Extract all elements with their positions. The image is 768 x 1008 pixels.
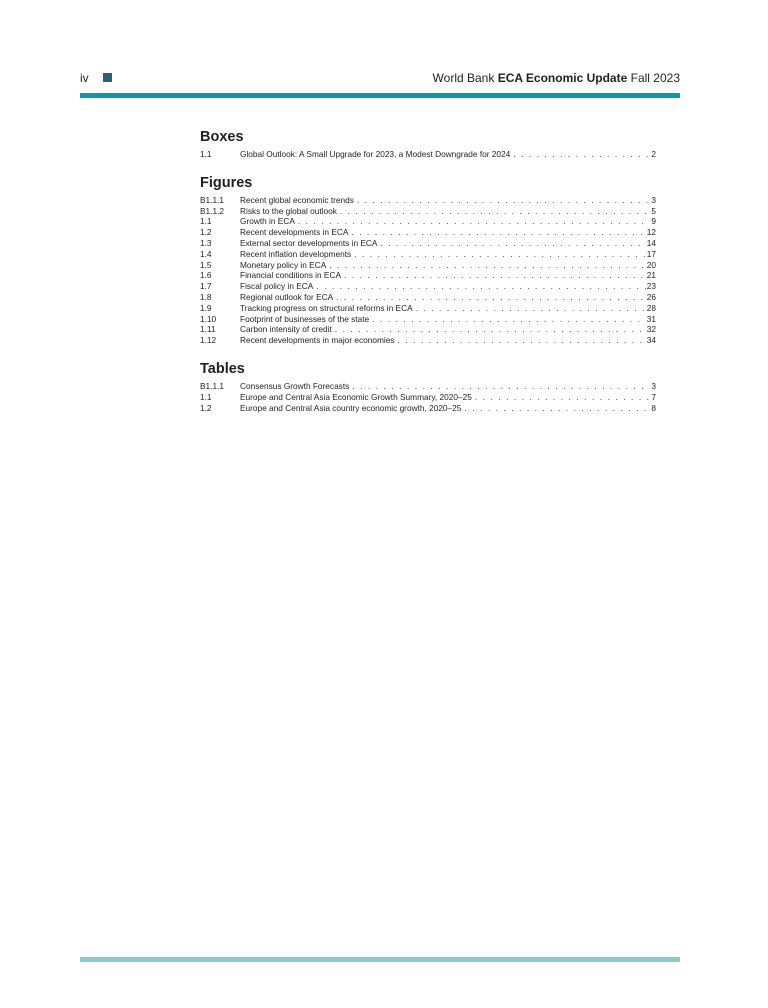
entry-page: 3 — [651, 194, 656, 205]
toc-entry[interactable] — [200, 303, 656, 314]
entry-label: Financial conditions in ECA — [240, 270, 341, 281]
toc-entry[interactable] — [200, 238, 656, 249]
entry-number: B1.1.2 — [200, 205, 224, 216]
entry-page: 14 — [646, 237, 656, 248]
page-number: iv — [80, 71, 89, 85]
entry-page: 3 — [651, 380, 656, 391]
publication-title: ECA Economic Update — [497, 71, 628, 85]
entry-label: Regional outlook for ECA — [240, 291, 334, 302]
entry-label: Europe and Central Asia country economic growth, 2020–25 — [240, 402, 462, 413]
toc-entry[interactable] — [200, 249, 656, 260]
entry-number: 1.2 — [200, 227, 212, 238]
dot-leader — [329, 260, 646, 271]
toc-entry[interactable] — [200, 149, 656, 160]
entry-page: 34 — [646, 335, 656, 346]
section-boxes — [200, 128, 656, 160]
entry-label: Recent developments in major economies — [240, 335, 395, 346]
entry-number: 1.1 — [200, 391, 212, 402]
toc-entry[interactable] — [200, 392, 656, 403]
entry-page: 23 — [646, 281, 656, 292]
entry-page: 17 — [646, 248, 656, 259]
toc-entry[interactable] — [200, 270, 656, 281]
dot-leader — [336, 292, 646, 303]
toc-entry[interactable] — [200, 381, 656, 392]
entry-label: Recent global economic trends — [240, 194, 354, 205]
toc-entry[interactable] — [200, 403, 656, 414]
entry-page: 26 — [646, 291, 656, 302]
dot-leader — [354, 249, 646, 260]
section-title: Boxes — [200, 129, 244, 145]
entry-number: 1.8 — [200, 291, 212, 302]
entry-label: Tracking progress on structural reforms in ECA — [240, 302, 413, 313]
entry-number: 1.2 — [200, 402, 212, 413]
dot-leader — [340, 206, 651, 217]
running-title — [433, 70, 680, 86]
section-tables — [200, 360, 656, 413]
toc-entry[interactable] — [200, 195, 656, 206]
dot-leader — [357, 195, 650, 206]
dot-leader — [416, 303, 646, 314]
entry-page: 2 — [651, 149, 656, 159]
entry-page: 20 — [646, 259, 656, 270]
edition-label: Fall 2023 — [630, 71, 680, 85]
dot-leader — [316, 281, 645, 292]
entry-number: B1.1.1 — [200, 380, 224, 391]
entry-page: 28 — [646, 302, 656, 313]
entry-label: Risks to the global outlook — [240, 205, 337, 216]
dot-leader — [351, 227, 645, 238]
dot-leader — [513, 149, 650, 160]
entry-page: 8 — [651, 402, 656, 413]
publisher-name: World Bank — [432, 71, 495, 85]
entry-label: External sector developments in ECA — [240, 237, 378, 248]
entry-label: Europe and Central Asia Economic Growth Summary, 2020–25 — [240, 391, 472, 402]
toc-entry[interactable] — [200, 292, 656, 303]
dot-leader — [475, 392, 651, 403]
dot-leader — [398, 335, 646, 346]
entry-page: 32 — [646, 324, 656, 335]
entry-page: 5 — [651, 205, 656, 216]
entry-number: 1.4 — [200, 248, 212, 259]
entry-label: Carbon intensity of credit — [240, 324, 332, 335]
dot-leader — [335, 324, 646, 335]
table-of-contents — [200, 128, 656, 427]
entry-number: 1.9 — [200, 302, 212, 313]
entry-number: B1.1.1 — [200, 194, 224, 205]
section-title: Figures — [200, 174, 253, 191]
entry-number: 1.11 — [200, 324, 216, 335]
entry-page: 7 — [651, 391, 656, 402]
entry-label: Fiscal policy in ECA — [240, 281, 314, 292]
entry-page: 12 — [646, 227, 656, 238]
entry-number: 1.12 — [200, 335, 217, 346]
entry-label: Recent developments in ECA — [240, 227, 349, 238]
toc-entry[interactable] — [200, 260, 656, 271]
square-marker-icon — [103, 73, 112, 82]
entry-label: Recent inflation developments — [240, 248, 352, 259]
entry-page: 9 — [651, 216, 656, 227]
toc-entry[interactable] — [200, 335, 656, 346]
dot-leader — [464, 403, 650, 414]
running-header — [80, 70, 680, 88]
entry-page: 21 — [646, 270, 656, 281]
toc-entry[interactable] — [200, 227, 656, 238]
entry-page: 31 — [646, 313, 656, 324]
entry-number: 1.5 — [200, 259, 212, 270]
toc-entry[interactable] — [200, 216, 656, 227]
entry-number: 1.6 — [200, 270, 212, 281]
entry-number: 1.1 — [200, 216, 212, 227]
entry-label: Monetary policy in ECA — [240, 259, 327, 270]
dot-leader — [372, 314, 646, 325]
entry-number: 1.1 — [200, 149, 212, 159]
entry-number: 1.10 — [200, 313, 217, 324]
entry-label: Footprint of businesses of the state — [240, 313, 370, 324]
entry-label: Global Outlook: A Small Upgrade for 2023, a Modest Downgrade for 2024 — [240, 149, 511, 159]
footer-rule — [80, 957, 680, 962]
section-title: Tables — [200, 360, 245, 377]
dot-leader — [380, 238, 645, 249]
dot-leader — [352, 381, 650, 392]
entry-label: Growth in ECA — [240, 216, 295, 227]
entry-label: Consensus Growth Forecasts — [240, 380, 350, 391]
toc-entry[interactable] — [200, 281, 656, 292]
toc-entry[interactable] — [200, 206, 656, 217]
header-rule — [80, 93, 680, 98]
dot-leader — [298, 216, 651, 227]
section-figures — [200, 174, 656, 346]
dot-leader — [344, 270, 646, 281]
toc-entry[interactable] — [200, 314, 656, 325]
entry-number: 1.3 — [200, 237, 212, 248]
toc-entry[interactable] — [200, 324, 656, 335]
entry-number: 1.7 — [200, 281, 212, 292]
